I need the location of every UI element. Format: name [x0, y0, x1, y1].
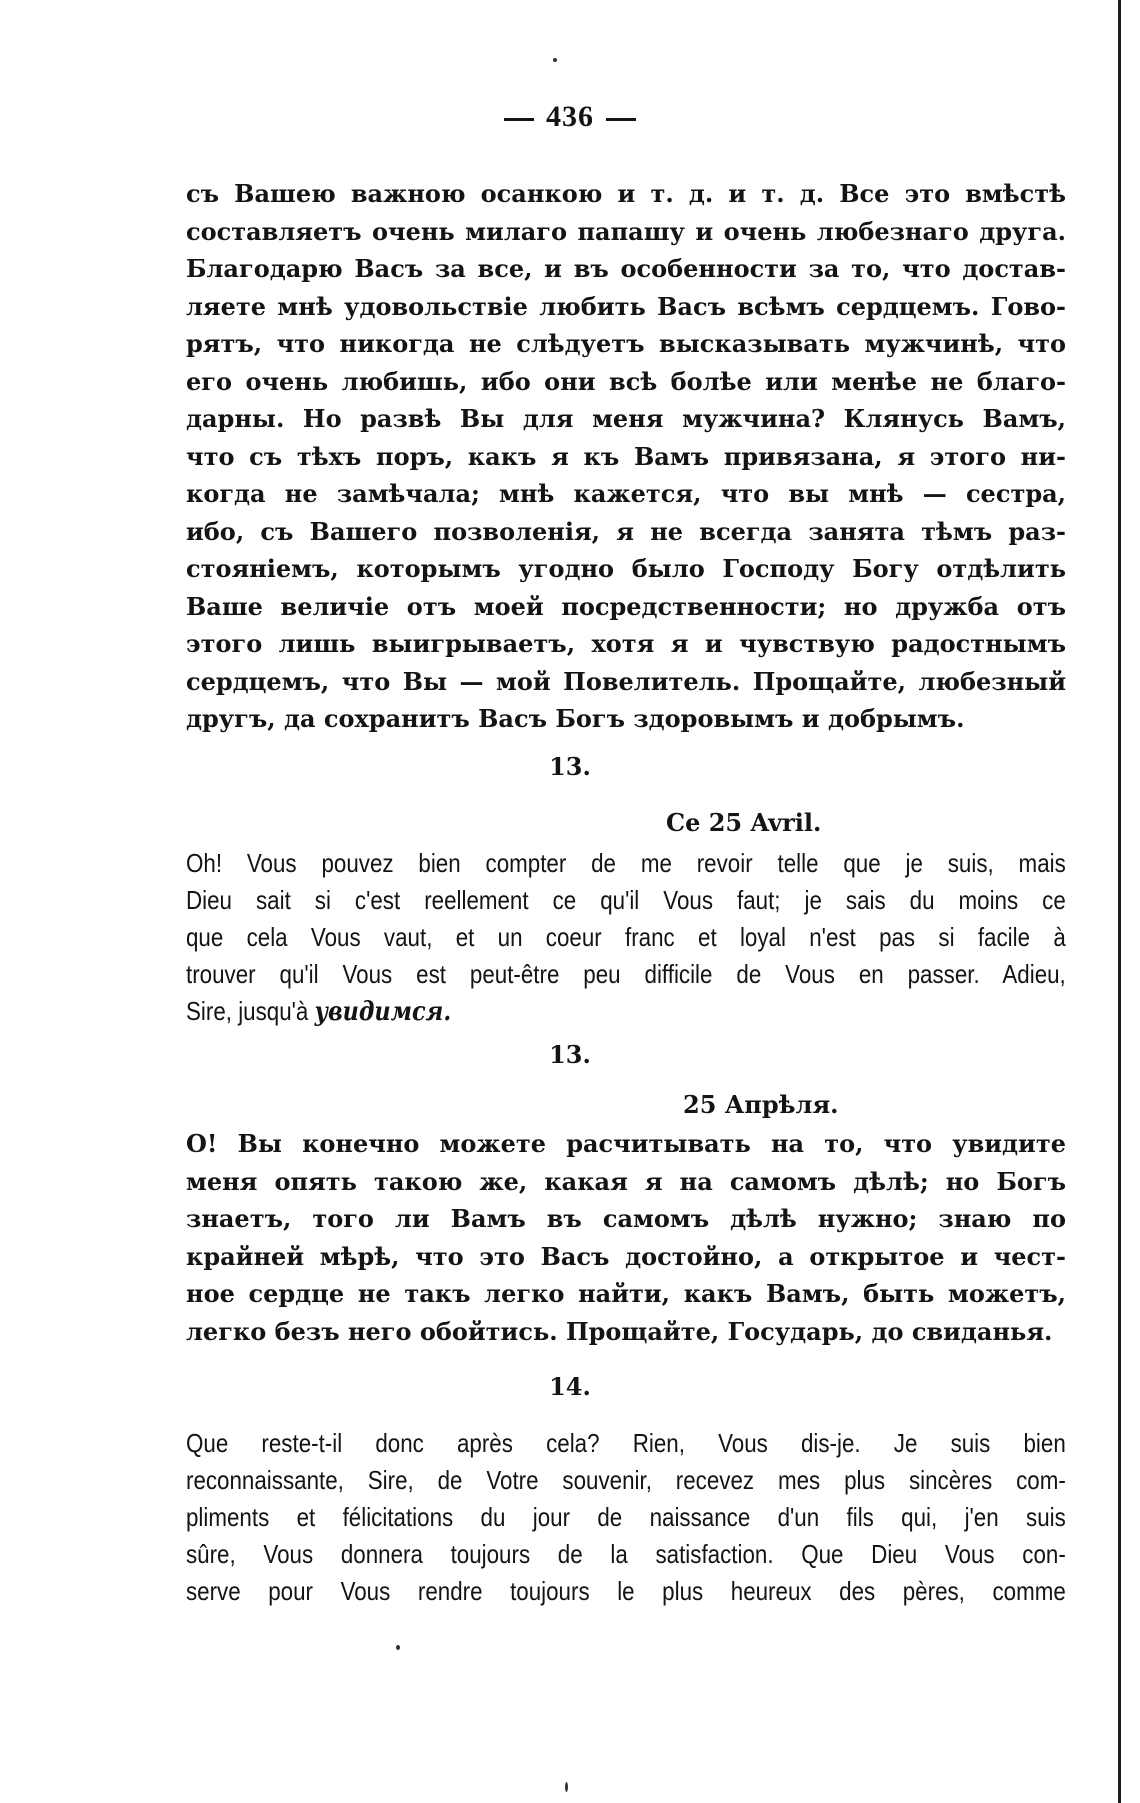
text-line: дарны. Но развѣ Вы для меня мужчина? Клянусь Вамъ,	[186, 404, 1066, 433]
text-line: когда не замѣчала; мнѣ кажется, что вы мнѣ — сестра,	[186, 479, 1066, 508]
text-line: легко безъ него обойтись. Прощайте, Государь, до свиданья.	[186, 1316, 1053, 1346]
text-line: сердцемъ, что Вы — мой Повелитель. Прощайте, любезный	[186, 666, 1066, 696]
page-edge-rule	[1118, 0, 1121, 1803]
letter-date: 25 Апрѣля.	[683, 1090, 839, 1119]
section-russian-continuation	[186, 175, 1066, 738]
letter-number: 13.	[549, 752, 591, 781]
letter-number: 14.	[549, 1372, 591, 1401]
text-line: sûre, Vous donnera toujours de la satisfaction. Que Dieu Vous con-	[186, 1539, 1066, 1569]
speck	[565, 1782, 568, 1792]
text-line: составляетъ очень милаго папашу и очень любезнаго друга.	[186, 216, 1066, 246]
text-line: съ Вашею важною осанкою и т. д. и т. д. Все это вмѣстѣ	[186, 179, 1066, 208]
letter-date: Ce 25 Avril.	[666, 808, 822, 837]
letter-13-french	[186, 845, 1066, 1030]
text-line: Oh! Vous pouvez bien compter de me revoir telle que je suis, mais	[186, 848, 1066, 878]
letter-number: 13.	[549, 1040, 591, 1069]
text-line: pliments et félicitations du jour de naissance d'un fils qui, j'en suis	[186, 1502, 1066, 1532]
text-line: меня опять такою же, какая я на самомъ дѣлѣ; но Богъ	[186, 1166, 1066, 1196]
speck	[553, 58, 557, 62]
text-line: Dieu sait si c'est reellement ce qu'il Vous faut; je sais du moins ce	[186, 885, 1066, 915]
text-line: О! Вы конечно можете расчитывать на то, что увидите	[186, 1129, 1066, 1158]
text-line: Que reste-t-il donc après cela? Rien, Vous dis-je. Je suis bien	[186, 1428, 1066, 1458]
page-number-left-dash	[504, 118, 534, 121]
text-line: trouver qu'il Vous est peut-être peu difficile de Vous en passer. Adieu,	[186, 959, 1066, 989]
text-line: рятъ, что никогда не слѣдуетъ высказывать мужчинѣ, что	[186, 329, 1066, 358]
text-line: этого лишь выигрываетъ, хотя я и чувствую радостнымъ	[186, 629, 1066, 658]
text-line: Ваше величіе отъ моей посредственности; но дружба отъ	[186, 591, 1066, 621]
text-line: ляете мнѣ удовольствіе любить Васъ всѣмъ сердцемъ. Гово-	[186, 291, 1066, 321]
text-line: ибо, съ Вашего позволенія, я не всегда занята тѣмъ раз-	[186, 516, 1066, 546]
text-line-last	[186, 993, 1066, 1030]
text-line: Благодарю Васъ за все, и въ особенности за то, что достав-	[186, 254, 1066, 283]
text-line: знаетъ, того ли Вамъ въ самомъ дѣлѣ нужно; знаю по	[186, 1204, 1066, 1233]
italic-russian-word: увидимся.	[314, 997, 452, 1027]
text-span: Sire, jusqu'à	[186, 996, 315, 1026]
text-line: другъ, да сохранитъ Васъ Богъ здоровымъ и добрымъ.	[186, 704, 965, 733]
letter-13-russian	[186, 1125, 1066, 1350]
page-number-right-dash	[606, 118, 636, 121]
text-line: que cela Vous vaut, et un coeur franc et loyal n'est pas si facile à	[186, 922, 1066, 952]
text-line: reconnaissante, Sire, de Votre souvenir, recevez mes plus sincères com-	[186, 1465, 1066, 1495]
text-line: serve pour Vous rendre toujours le plus heureux des pères, comme	[186, 1576, 1066, 1606]
letter-14-french	[186, 1425, 1066, 1610]
page-number-value: 436	[546, 100, 594, 133]
text-line: ное сердце не такъ легко найти, какъ Вамъ, быть можетъ,	[186, 1279, 1066, 1308]
speck	[396, 1645, 400, 1650]
text-line: его очень любишь, ибо они всѣ болѣе или менѣе не благо-	[186, 366, 1066, 396]
page-number	[0, 100, 1140, 134]
text-line: стояніемъ, которымъ угодно было Господу Богу отдѣлить	[186, 554, 1066, 583]
text-line: что съ тѣхъ поръ, какъ я къ Вамъ привязана, я этого ни-	[186, 441, 1066, 471]
text-line: крайней мѣрѣ, что это Васъ достойно, а открытое и чест-	[186, 1241, 1066, 1271]
